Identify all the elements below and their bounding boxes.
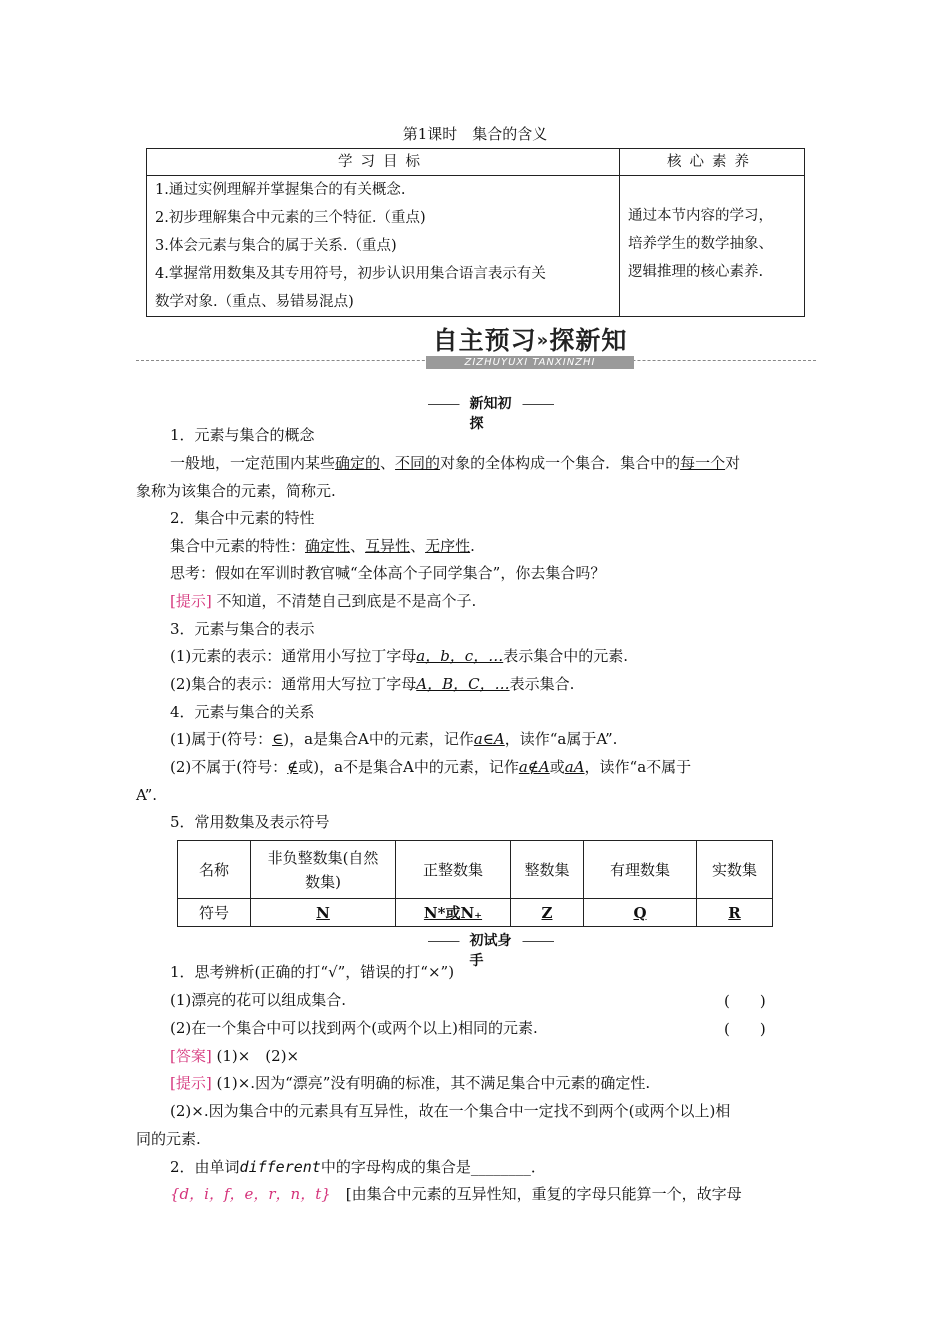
table-cell: 正整数集: [396, 841, 511, 899]
s2-hint: [提示] 不知道，不清楚自己到底是不是高个子.: [170, 592, 477, 610]
ex-hint2: (2)×.因为集合中的元素具有互异性，故在一个集合中一定找不到两个(或两个以上)相: [170, 1102, 731, 1120]
objectives-table: [146, 148, 805, 317]
ex-hint3: 同的元素.: [136, 1130, 201, 1148]
ex-q1: 1．思考辨析(正确的打“√”，错误的打“×”): [170, 963, 455, 981]
table-cell: 实数集: [697, 841, 773, 899]
banner-title: 自主预习»探新知: [420, 326, 640, 356]
s2-think: 思考：假如在军训时教官喊“全体高个子同学集合”，你去集合吗？: [170, 564, 606, 582]
goal-item: 2.初步理解集合中元素的三个特征.（重点): [155, 210, 426, 226]
table-cell: N*或N₊: [396, 899, 511, 927]
ex-hint1: [提示] (1)×.因为“漂亮”没有明确的标准，其不满足集合中元素的确定性.: [170, 1074, 651, 1092]
core-line: 通过本节内容的学习，: [628, 208, 773, 224]
answer-paren: ( ): [724, 1020, 766, 1038]
objectives-header-right: 核心素养: [620, 149, 805, 176]
arrow-icon: »: [536, 330, 550, 351]
ex-q1a: (1)漂亮的花可以组成集合.: [170, 991, 347, 1009]
s3-heading: 3．元素与集合的表示: [170, 620, 315, 638]
s4-line3: A”.: [136, 786, 158, 804]
table-cell: 名称: [178, 841, 251, 899]
table-cell: 有理数集: [584, 841, 697, 899]
goal-item: 3.体会元素与集合的属于关系.（重点): [155, 238, 397, 254]
s2-line1: 集合中元素的特性：确定性、互异性、无序性.: [170, 537, 475, 555]
goals-cell: [147, 176, 620, 317]
core-line: 逻辑推理的核心素养.: [628, 264, 764, 280]
ex-q1b: (2)在一个集合中可以找到两个(或两个以上)相同的元素.: [170, 1019, 538, 1037]
s4-line1: (1)属于(符号：∈)，a是集合A中的元素，记作a∈A，读作“a属于A”.: [170, 730, 618, 748]
ex-q2-answer: {d，i，f，e，r，n，t} [由集合中元素的互异性知，重复的字母只能算一个，故字母: [170, 1185, 742, 1203]
table-cell: Q: [584, 899, 697, 927]
s3-line2: (2)集合的表示：通常用大写拉丁字母A，B，C，…表示集合.: [170, 675, 575, 693]
goal-item: 数学对象.（重点、易错易混点): [155, 294, 354, 310]
core-cell: [620, 176, 805, 317]
answer-paren: ( ): [724, 992, 766, 1010]
table-cell: N: [251, 899, 396, 927]
goal-item: 4.掌握常用数集及其专用符号，初步认识用集合语言表示有关: [155, 266, 546, 282]
page-title: 第1课时 集合的含义: [402, 125, 548, 143]
s1-line2: 象称为该集合的元素，简称元.: [136, 482, 336, 500]
tag-new-knowledge: 新知初探: [428, 394, 554, 416]
table-cell: 非负整数集(自然 数集): [251, 841, 396, 899]
banner-subtitle: ZIZHUYUXI TANXINZHI: [426, 356, 634, 369]
number-sets-table: [177, 840, 773, 927]
ex-q2: 2．由单词different中的字母构成的集合是________．: [170, 1158, 546, 1176]
s2-heading: 2．集合中元素的特性: [170, 509, 315, 527]
section-banner: [420, 326, 640, 368]
table-cell: Z: [511, 899, 584, 927]
core-line: 培养学生的数学抽象、: [628, 236, 773, 252]
table-cell: R: [697, 899, 773, 927]
s5-heading: 5．常用数集及表示符号: [170, 813, 330, 831]
table-cell: 整数集: [511, 841, 584, 899]
ex-answer: [答案] (1)× (2)×: [170, 1047, 300, 1065]
goal-item: 1.通过实例理解并掌握集合的有关概念.: [155, 182, 406, 198]
s4-heading: 4．元素与集合的关系: [170, 703, 315, 721]
s1-heading: 1．元素与集合的概念: [170, 426, 315, 444]
tag-try-it: 初试身手: [428, 931, 554, 953]
s4-line2: (2)不属于(符号：∉或)，a不是集合A中的元素，记作a∉A或aA，读作“a不属于: [170, 758, 692, 776]
s3-line1: (1)元素的表示：通常用小写拉丁字母a，b，c，…表示集合中的元素.: [170, 647, 628, 665]
objectives-header-left: 学习目标: [147, 149, 620, 176]
table-cell: 符号: [178, 899, 251, 927]
s1-line1: 一般地，一定范围内某些确定的、不同的对象的全体构成一个集合．集合中的每一个对: [170, 454, 741, 472]
